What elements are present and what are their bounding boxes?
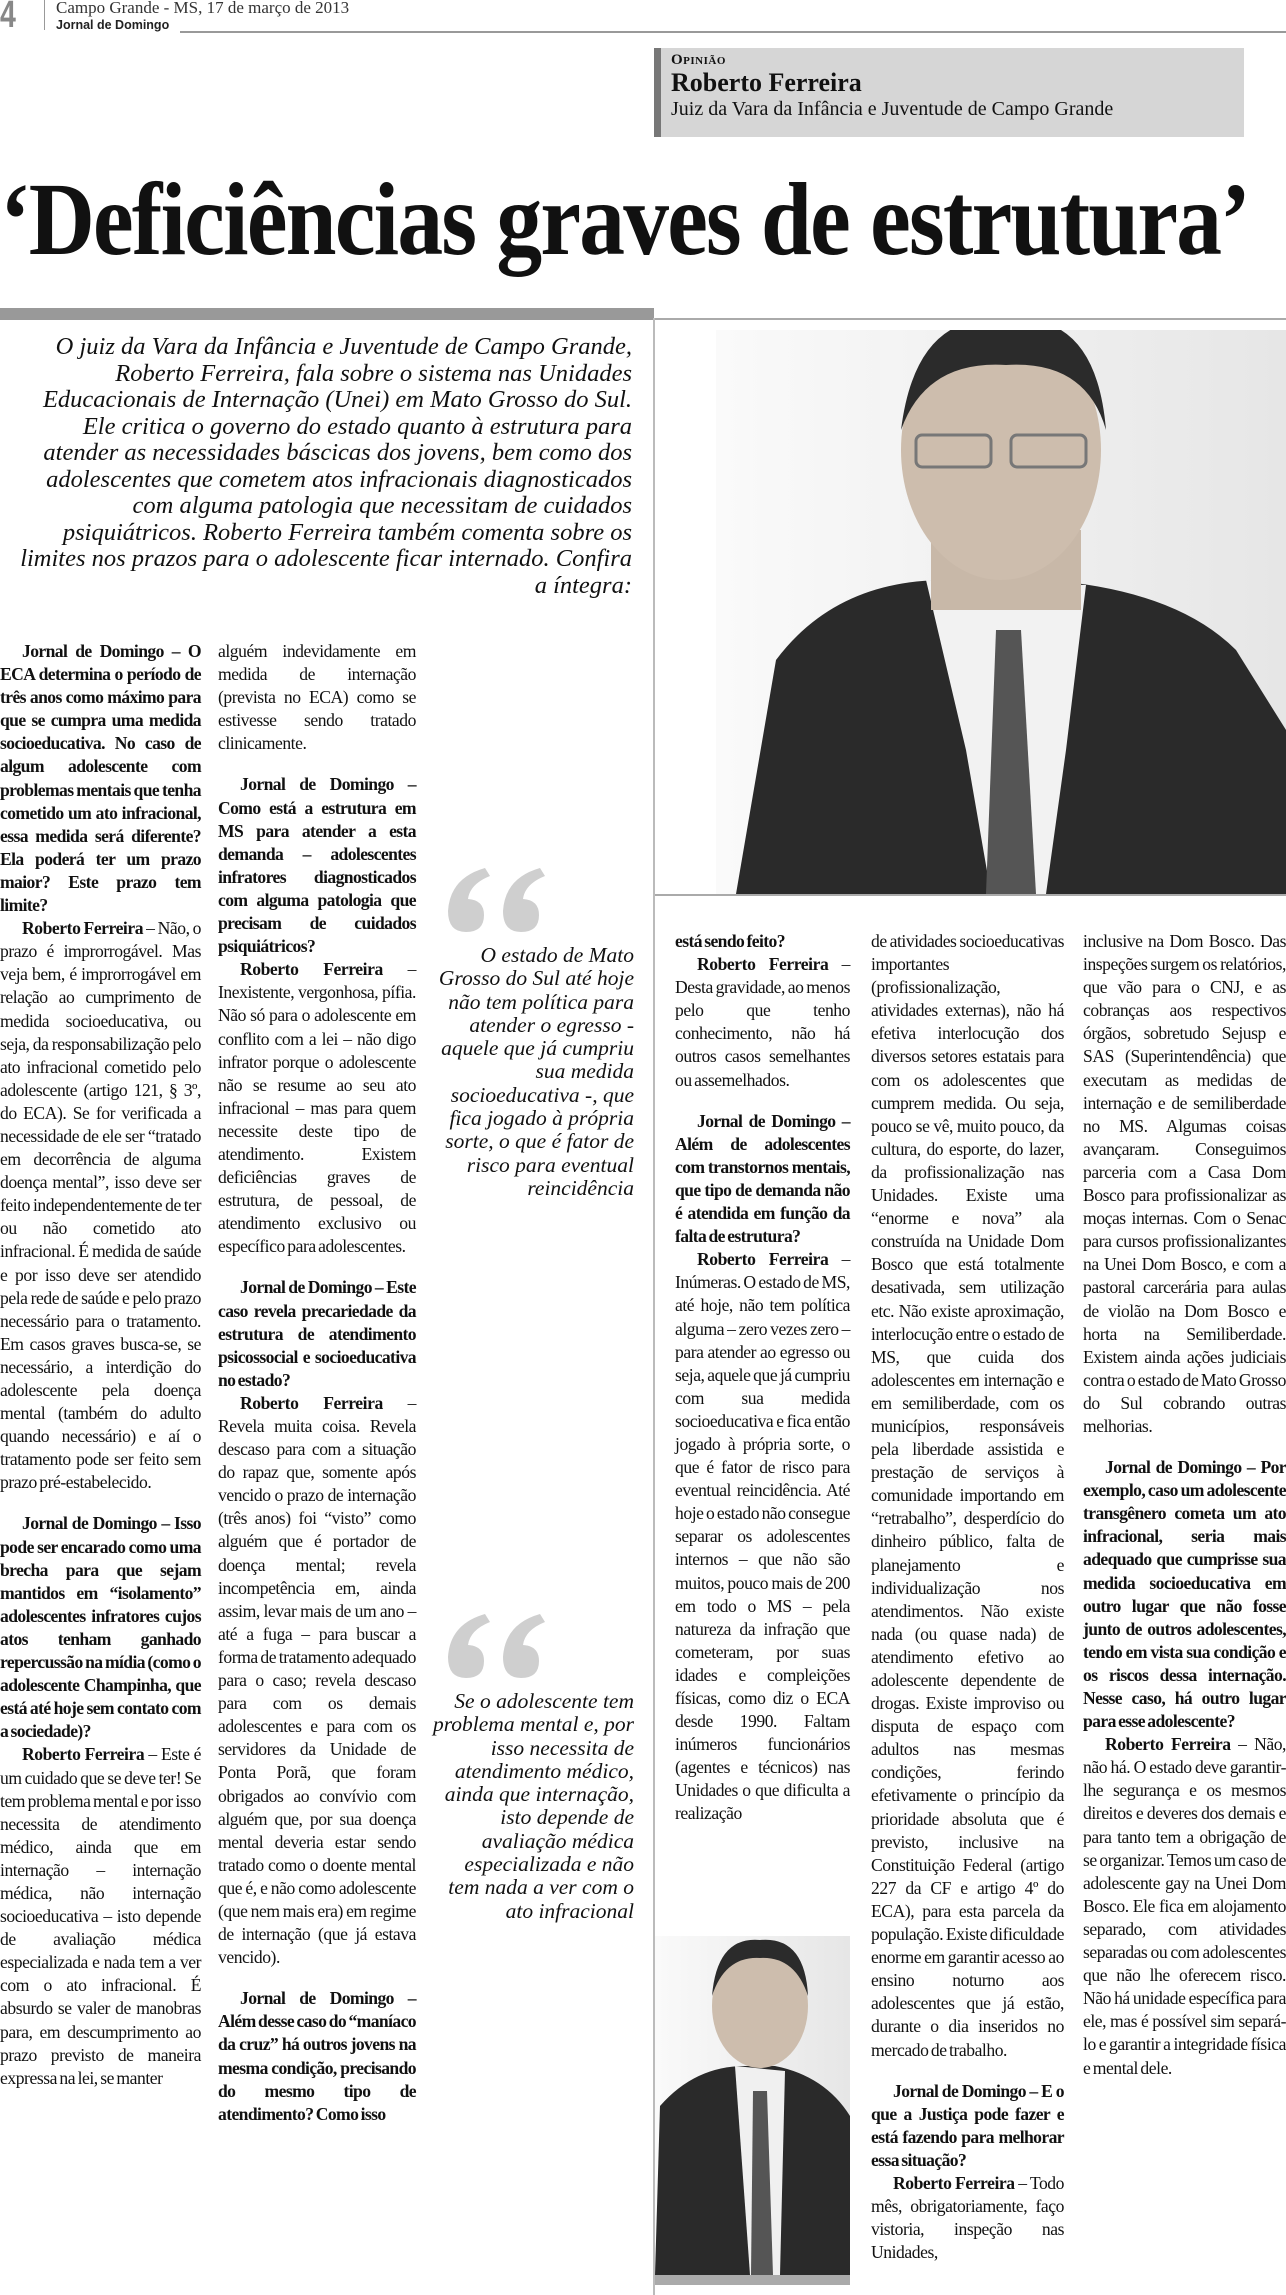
answer-continuation: alguém indevidamente em medida de internação (prevista no ECA) como se estivesse sendo tratado clinicamente. — [218, 641, 416, 754]
article-column-3 — [675, 930, 850, 1826]
headline-bar — [0, 308, 654, 320]
article-column-5 — [1083, 930, 1286, 2080]
answer-text: – Desta gravidade, ao menos pelo que tenho conhecimento, não há outros casos semelhantes ou assemelhados. — [675, 954, 850, 1090]
interview-question: Jornal de Domingo – E o que a Justiça pode fazer e está fazendo para melhorar essa situação? — [871, 2080, 1064, 2170]
author-role: Juiz da Vara da Infância e Juventude de Campo Grande — [671, 98, 1114, 120]
interview-question: Jornal de Domingo – Isso pode ser encarado como uma brecha para que sejam mantidos em “isolamento” adolescentes infratores cujos atos tenham ganhado repercussão na mídia (como o adolescente Champinha, que está até hoje sem contato com a sociedade)? — [0, 1513, 201, 1742]
interview-question: Jornal de Domingo – Por exemplo, caso um adolescente transgênero cometa um ato infracional, seria mais adequado que cumprisse sua medida socioeducativa em outro lugar que não fosse junto de outros adolescentes, tendo em vista sua condição e os riscos dessa internação. Nesse caso, há outro lugar para esse adolescente? — [1083, 1457, 1286, 1732]
answer-text: – Inexistente, vergonhosa, pífia. Não só para o adolescente em conflito com a lei – não digo infrator porque o adolescente não se resume ao seu ato infracional – mas para quem necessite deste tipo de atendimento. Existem deficiências graves de estrutura, de pessoal, de atendimento exclusivo ou específico para adolescentes. — [218, 959, 416, 1257]
interview-question: Jornal de Domingo – O ECA determina o período de três anos como máximo para que se cumpra uma medida socioeducativa. No caso de algum adolescente com problemas mentais que tenha cometido um ato infracional, essa medida será diferente? Ela poderá ter um prazo maior? Este prazo tem limite? — [0, 641, 201, 916]
quote-mark-icon — [440, 866, 550, 936]
answer-speaker: Roberto Ferreira — [1105, 1734, 1231, 1755]
opinion-box — [654, 48, 1244, 137]
answer-speaker: Roberto Ferreira — [893, 2172, 1015, 2193]
answer-speaker: Roberto Ferreira — [697, 954, 829, 975]
header-divider — [44, 0, 45, 30]
author-portrait-small — [655, 1936, 850, 2285]
interview-answer — [1083, 1733, 1286, 2079]
article-column-1 — [0, 640, 201, 2090]
answer-text: – Todo mês, obrigatoriamente, faço vistoria, inspeção nas Unidades, — [871, 2172, 1064, 2263]
pull-quote: Se o adolescente tem problema mental e, por isso necessita de atendimento médico, ainda que internação, isto depende de avaliação médica especializada e não tem nada a ver com o ato infracional — [432, 1689, 634, 1923]
answer-continuation: de atividades socioeducativas importantes (profissionalização, atividades externas), não há efetiva interlocução dos diversos setores estatais para com os adolescentes que cumprem medida. Ou seja, pouco se vê, muito pouco, da cultura, do esporte, do lazer, da profissionalização nas Unidades. Existe uma “enorme e nova” ala construída na Unidade Dom Bosco que está totalmente desativada, sem utilização etc. Não existe aproximação, interlocução entre o estado de MS, que cuida dos adolescentes em internação e em semiliberdade, com os municípios, responsáveis pela liberdade assistida e prestação de serviços à comunidade importando em “retrabalho”, desperdício do dinheiro público, falta de planejamento e individualização nos atendimentos. Não existe nada (ou quase nada) de atendimento efetivo ao adolescente dependente de drogas. Existe improviso ou disputa de espaço com adultos nas mesmas condições, ferindo efetivamente o princípio da prioridade absoluta que é previsto, inclusive na Constituição Federal (artigo 227 da CF e artigo 4º do ECA), para esta parcela da população. Existe dificuldade enorme em garantir acesso ao ensino noturno aos adolescentes que já estão, durante o dia inseridos no mercado de trabalho. — [871, 931, 1064, 2060]
author-name: Roberto Ferreira — [671, 68, 862, 97]
interview-answer — [675, 953, 850, 1092]
answer-text: – Este é um cuidado que se deve ter! Se tem problema mental e por isso necessita de atendimento médico, ainda que em internação – internação médica, não internação socioeducativa – isto depende de avaliação médica especializada e nada tem a ver com o ato infracional. É absurdo se valer de manobras para, em descumprimento ao prazo previsto de maneira expressa na lei, se manter — [0, 1744, 202, 2088]
interview-answer — [218, 958, 416, 1258]
section-kicker: Opinião — [671, 52, 726, 68]
quote-mark-icon — [440, 1612, 550, 1682]
dateline: Campo Grande - MS, 17 de março de 2013 — [56, 0, 350, 17]
article-column-4 — [871, 930, 1064, 2264]
answer-speaker: Roberto Ferreira — [697, 1249, 829, 1270]
answer-text: – Não, o prazo é improrrogável. Mas veja bem, é improrrogável em relação ao cumprimento de medida socioeducativa, ou seja, da responsabilização pelo ato infracional cometido pelo adolescente (artigo 121, § 3º, do ECA). Se for verificada a necessidade de ele ser “tratado em decorrência de alguma doença mental”, isso deve ser feito independentemente de ter ou não cometido ato infracional. É medida de saúde e por isso deve ser atendido pela rede de saúde e pelo prazo necessário para o tratamento. Em casos graves busca-se, se necessário, a interdição do adolescente pela doença mental (também do adulto quando necessário) e aí o tratamento pode ser feito sem prazo pré-estabelecido. — [0, 918, 201, 1493]
header-rule — [180, 31, 1286, 33]
interview-question: está sendo feito? — [675, 931, 785, 951]
answer-text: – Não, não há. O estado deve garantir-lhe segurança e os mesmos direitos e deveres dos demais e para tanto tem a obrigação de se organizar. Temos um caso de adolescente gay na Unei Dom Bosco. Ele fica em alojamento separado, com atividades separadas ou com adolescentes que não lhe oferecem risco. Não há unidade específica para ele, mas é possível sim separá-lo e garantir a integridade física e mental dele. — [1083, 1734, 1286, 2078]
photo-divider — [655, 894, 1286, 896]
answer-speaker: Roberto Ferreira — [22, 918, 144, 939]
newspaper-name: Jornal de Domingo — [56, 18, 170, 32]
interview-answer — [675, 1248, 850, 1825]
interview-question: Jornal de Domingo – Além desse caso do “maníaco da cruz” há outros jovens na mesma condição, precisando do mesmo tipo de atendimento? Como isso — [218, 1988, 416, 2124]
answer-continuation: inclusive na Dom Bosco. Das inspeções surgem os relatórios, que vão para o CNJ, e as cobranças aos respectivos órgãos, sobretudo Sejusp e SAS (Superintendência) que executam as medidas de internação e de semiliberdade no MS. Algumas coisas avançaram. Conseguimos parceria com a Casa Dom Bosco para profissionalizar as moças internas. Com o Senac para cursos profissionalizantes na Unei Dom Bosco, e com a pastoral carcerária para aulas de violão na Dom Bosco e horta na Semiliberdade. Existem ainda ações judiciais contra o estado de Mato Grosso do Sul cobrando outras melhorias. — [1083, 931, 1286, 1436]
answer-speaker: Roberto Ferreira — [22, 1744, 145, 1765]
page-number: 4 — [0, 0, 16, 36]
intro-lede: O juiz da Vara da Infância e Juventude de Campo Grande, Roberto Ferreira, fala sobre o sistema nas Unidades Educacionais de Internação (Unei) em Mato Grosso do Sul. Ele critica o governo do estado quanto à estrutura para atender as necessidades báscicas dos jovens, bem como dos adolescentes que cometem atos infracionais diagnosticados com alguma patologia que necessitam de cuidados psiquiátricos. Roberto Ferreira também comenta sobre os limites nos prazos para o adolescente ficar internado. Confira a íntegra: — [20, 333, 632, 599]
headline: ‘Deficiências graves de estrutura’ — [0, 162, 1250, 277]
pull-quote: O estado de Mato Grosso do Sul até hoje não tem política para atender o egresso - aquele que já cumpriu sua medida socioeducativa -, que fica jogado à própria sorte, o que é fator de risco para eventual reincidência — [438, 943, 634, 1200]
interview-answer — [0, 1743, 201, 2089]
interview-answer — [218, 1392, 416, 1969]
interview-question: Jornal de Domingo – Além de adolescentes com transtornos mentais, que tipo de demanda não é atendida em função da falta de estrutura? — [675, 1110, 850, 1247]
answer-speaker: Roberto Ferreira — [240, 959, 383, 980]
interview-question: Jornal de Domingo – Como está a estrutura em MS para atender a esta demanda – adolescentes infratores diagnosticados com alguma patologia que precisam de cuidados psiquiátricos? — [218, 774, 416, 957]
answer-text: – Inúmeras. O estado de MS, até hoje, não tem política alguma – zero vezes zero – para atender ao egresso ou seja, aquele que já cumpriu com sua medida socioeducativa e fica então jogado à própria sorte, o que é fator de risco para eventual reincidência. Até hoje o estado não consegue separar os adolescentes internos – que não são muitos, pouco mais de 200 em todo o MS – pela natureza da infração que cometeram, por suas idades e compleições físicas, como diz o ECA desde 1990. Faltam inúmeros funcionários (agentes e técnicos) nas Unidades o que dificulta a realização — [675, 1249, 850, 1824]
headline-rule — [654, 318, 1286, 320]
author-portrait-large — [716, 330, 1286, 894]
interview-answer — [871, 2172, 1064, 2264]
interview-question: Jornal de Domingo – Este caso revela precariedade da estrutura de atendimento psicossocial e socioeducativa no estado? — [218, 1277, 416, 1390]
answer-text: – Revela muita coisa. Revela descaso para com a situação do rapaz que, somente após vencido o prazo de internação (três anos) foi “visto” como alguém que é portador de doença mental; revela incompetência em, ainda assim, levar mais de um ano – até a fuga – para buscar a forma de tratamento adequado para o caso; revela descaso para com os demais adolescentes e para com os servidores da Unidade de Ponta Porã, que foram obrigados ao convívio com alguém que, por sua doença mental deveria estar sendo tratado como o doente mental que é, e não como adolescente (que nem mais era) em regime de internação (que já estava vencido). — [218, 1392, 416, 1968]
answer-speaker: Roberto Ferreira — [240, 1392, 383, 1413]
article-column-2 — [218, 640, 416, 2126]
interview-answer — [0, 917, 201, 1494]
